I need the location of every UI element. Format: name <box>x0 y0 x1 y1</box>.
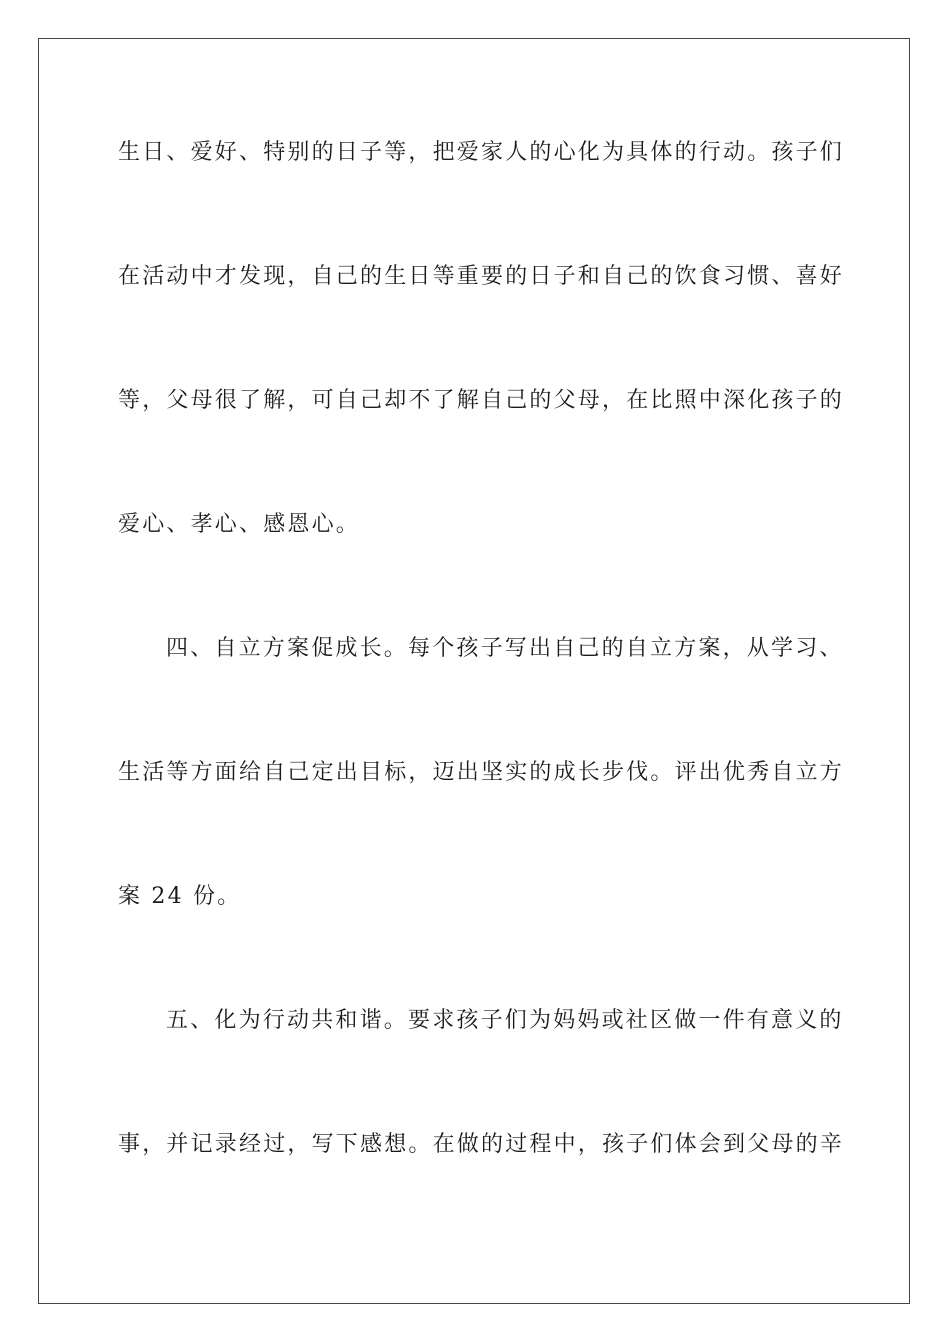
text-line-3: 等，父母很了解，可自己却不了解自己的父母，在比照中深化孩子的 <box>118 388 845 413</box>
text-line-9: 事，并记录经过，写下感想。在做的过程中，孩子们体会到父母的辛 <box>118 1132 845 1157</box>
text-line-8: 五、化为行动共和谐。要求孩子们为妈妈或社区做一件有意义的 <box>166 1008 844 1033</box>
text-line-5: 四、自立方案促成长。每个孩子写出自己的自立方案，从学习、 <box>166 636 844 661</box>
text-line-6: 生活等方面给自己定出目标，迈出坚实的成长步伐。评出优秀自立方 <box>118 760 845 785</box>
text-line-2: 在活动中才发现，自己的生日等重要的日子和自己的饮食习惯、喜好 <box>118 264 845 289</box>
text-line-1: 生日、爱好、特别的日子等，把爱家人的心化为具体的行动。孩子们 <box>118 140 845 165</box>
text-line-4: 爱心、孝心、感恩心。 <box>118 512 361 537</box>
page-border <box>38 38 910 1304</box>
text-line-7: 案 24 份。 <box>118 884 242 909</box>
